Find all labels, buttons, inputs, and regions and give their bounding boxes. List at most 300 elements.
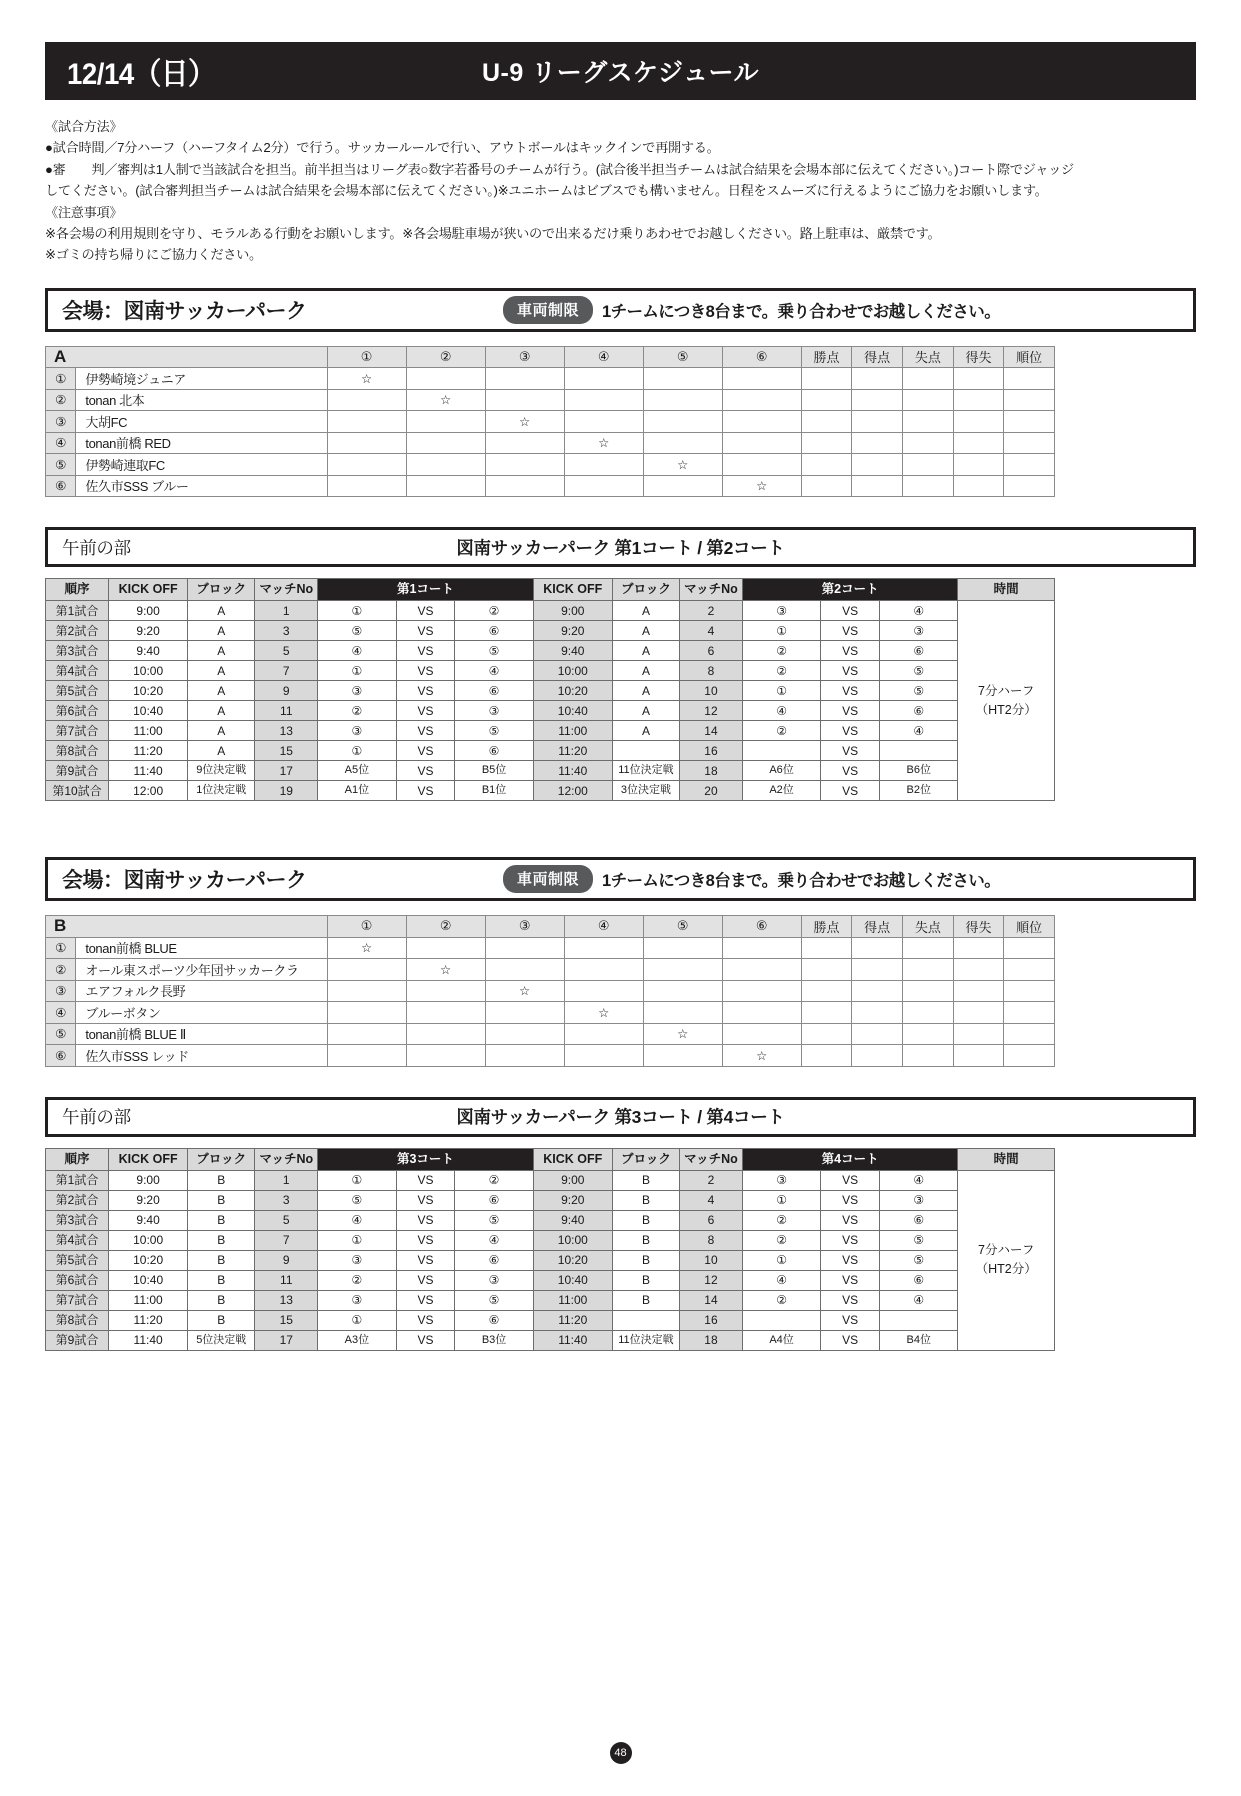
vs-label-court-1: VS [396,661,455,681]
match-method-line-3: してください。(試合審判担当チームは試合結果を会場本部に伝えてください。)※ユニホームはビブスでも構いません。日程をスムーズに行えるようにご協力をお願いします。 [45,183,1048,199]
home-team-court-1: A3位 [318,1330,396,1350]
stat-cell[interactable] [1004,1045,1055,1067]
match-no-court-1: 1 [255,1170,318,1190]
standings-row-number: ③ [46,980,76,1002]
vs-label-court-1: VS [396,1170,455,1190]
match-no-court-2: 10 [679,1250,742,1270]
col-kickoff-2: KICK OFF [533,1148,612,1170]
block-court-2: B [612,1270,679,1290]
standings-team-name: tonan 北本 [76,389,327,411]
opponent-header: ② [406,346,485,368]
col-match-no-1: マッチNo [255,1148,318,1170]
result-cell[interactable] [643,959,722,981]
vs-label-court-2: VS [821,761,880,781]
stat-cell[interactable] [1004,937,1055,959]
vs-label-court-1: VS [396,761,455,781]
result-cell[interactable] [485,937,564,959]
stat-cell[interactable] [903,1023,954,1045]
stat-cell[interactable] [801,454,852,476]
self-cell-star-icon[interactable]: ☆ [406,389,485,411]
vs-label-court-2: VS [821,681,880,701]
away-team-court-2: ③ [880,621,958,641]
col-block-2: ブロック [612,1148,679,1170]
result-cell[interactable] [643,1045,722,1067]
schedule-row [46,641,1055,661]
result-cell[interactable] [485,454,564,476]
result-cell[interactable] [722,368,801,390]
schedule-row [46,601,1055,621]
result-cell[interactable] [564,959,643,981]
match-order: 第7試合 [46,1290,109,1310]
match-order: 第8試合 [46,741,109,761]
stat-cell[interactable] [903,432,954,454]
page-title: U-9 リーグスケジュール [482,59,759,87]
block-court-1: 5位決定戦 [188,1330,255,1350]
kickoff-time-court-2: 9:40 [533,641,612,661]
result-cell[interactable] [327,475,406,497]
result-cell[interactable] [564,411,643,433]
stat-cell[interactable] [1004,475,1055,497]
stat-header-points: 勝点 [801,916,852,938]
schedule-header-row-b [46,1148,1055,1170]
stat-cell[interactable] [903,1045,954,1067]
vs-label-court-2: VS [821,1290,880,1310]
kickoff-time-court-1: 11:00 [108,721,187,741]
block-court-1: B [188,1250,255,1270]
stat-header-goal-diff: 得失 [953,916,1004,938]
stat-cell[interactable] [1004,432,1055,454]
away-team-court-2: ⑤ [880,681,958,701]
vs-label-court-1: VS [396,781,455,801]
stat-cell[interactable] [953,389,1004,411]
home-team-court-2: ② [742,1230,820,1250]
block-court-1: A [188,641,255,661]
page-title-bar [45,42,1196,100]
match-no-court-2: 20 [679,781,742,801]
col-kickoff-1: KICK OFF [108,1148,187,1170]
result-cell[interactable] [327,432,406,454]
kickoff-time-court-1: 11:40 [108,761,187,781]
stat-cell[interactable] [903,411,954,433]
stat-cell[interactable] [852,1023,903,1045]
vehicle-restriction-badge-b: 車両制限 [503,865,593,893]
vs-label-court-2: VS [821,661,880,681]
away-team-court-1: ② [455,601,533,621]
section-banner-b [45,1097,1196,1137]
standings-row-number: ⑤ [46,1023,76,1045]
stat-cell[interactable] [953,1002,1004,1024]
home-team-court-2: ④ [742,1270,820,1290]
stat-cell[interactable] [852,411,903,433]
schedule-row [46,1330,1055,1350]
stat-cell[interactable] [953,411,1004,433]
kickoff-time-court-2: 11:00 [533,721,612,741]
stat-cell[interactable] [801,1045,852,1067]
kickoff-time-court-2: 10:40 [533,1270,612,1290]
self-cell-star-icon[interactable]: ☆ [643,454,722,476]
away-team-court-1: ⑤ [455,1210,533,1230]
stat-cell[interactable] [852,432,903,454]
vs-label-court-2: VS [821,1170,880,1190]
home-team-court-1: ③ [318,1250,396,1270]
kickoff-time-court-2: 9:20 [533,1190,612,1210]
result-cell[interactable] [485,1002,564,1024]
match-order: 第10試合 [46,781,109,801]
stat-cell[interactable] [953,980,1004,1002]
result-cell[interactable] [643,1002,722,1024]
stat-cell[interactable] [801,959,852,981]
col-block-2: ブロック [612,579,679,601]
col-block-1: ブロック [188,1148,255,1170]
stat-header-goal-diff: 得失 [953,346,1004,368]
result-cell[interactable] [722,1023,801,1045]
match-no-court-2: 4 [679,1190,742,1210]
standings-row [46,1023,1055,1045]
stat-cell[interactable] [953,432,1004,454]
standings-row-number: ⑥ [46,1045,76,1067]
self-cell-star-icon[interactable]: ☆ [722,1045,801,1067]
kickoff-time-court-2: 9:20 [533,621,612,641]
away-team-court-1: ④ [455,1230,533,1250]
standings-row [46,937,1055,959]
standings-header-row-b [46,916,1055,938]
stat-header-rank: 順位 [1004,916,1055,938]
stat-cell[interactable] [953,1023,1004,1045]
result-cell[interactable] [722,937,801,959]
stat-cell[interactable] [953,1045,1004,1067]
vs-label-court-2: VS [821,741,880,761]
caution-heading: 《注意事項》 [45,204,123,220]
result-cell[interactable] [564,937,643,959]
match-no-court-1: 3 [255,1190,318,1210]
kickoff-time-court-1: 11:00 [108,1290,187,1310]
block-court-2: 3位決定戦 [612,781,679,801]
result-cell[interactable] [643,432,722,454]
block-court-2: 11位決定戦 [612,761,679,781]
home-team-court-1: ③ [318,1290,396,1310]
match-no-court-2: 10 [679,681,742,701]
home-team-court-2: ③ [742,1170,820,1190]
stat-cell[interactable] [852,389,903,411]
result-cell[interactable] [643,937,722,959]
result-cell[interactable] [406,1045,485,1067]
self-cell-star-icon[interactable]: ☆ [643,1023,722,1045]
stat-cell[interactable] [903,389,954,411]
match-order: 第3試合 [46,641,109,661]
standings-team-name: tonan前橋 BLUE [76,937,327,959]
home-team-court-1: ⑤ [318,621,396,641]
schedule-row [46,1250,1055,1270]
result-cell[interactable] [485,368,564,390]
standings-row-number: ① [46,368,76,390]
result-cell[interactable] [643,389,722,411]
stat-cell[interactable] [1004,959,1055,981]
stat-cell[interactable] [801,432,852,454]
away-team-court-1: ⑥ [455,681,533,701]
stat-cell[interactable] [852,980,903,1002]
away-team-court-1: B3位 [455,1330,533,1350]
result-cell[interactable] [643,980,722,1002]
schedule-row [46,701,1055,721]
home-team-court-2: ② [742,1290,820,1310]
stat-cell[interactable] [852,937,903,959]
stat-cell[interactable] [953,454,1004,476]
standings-row [46,411,1055,433]
result-cell[interactable] [327,1045,406,1067]
schedule-row [46,1310,1055,1330]
vs-label-court-2: VS [821,601,880,621]
block-court-2: B [612,1170,679,1190]
result-cell[interactable] [722,411,801,433]
result-cell[interactable] [406,454,485,476]
stat-cell[interactable] [903,937,954,959]
stat-cell[interactable] [1004,1023,1055,1045]
result-cell[interactable] [406,980,485,1002]
vs-label-court-1: VS [396,1310,455,1330]
stat-cell[interactable] [801,389,852,411]
schedule-row [46,621,1055,641]
result-cell[interactable] [643,475,722,497]
opponent-header: ⑥ [722,916,801,938]
schedule-row [46,761,1055,781]
result-cell[interactable] [722,980,801,1002]
away-team-court-1: ③ [455,701,533,721]
stat-cell[interactable] [801,368,852,390]
vs-label-court-1: VS [396,641,455,661]
schedule-row [46,1190,1055,1210]
standings-row-number: ① [46,937,76,959]
stat-cell[interactable] [1004,1002,1055,1024]
vs-label-court-1: VS [396,1210,455,1230]
away-team-court-1: ③ [455,1270,533,1290]
stat-cell[interactable] [1004,411,1055,433]
result-cell[interactable] [643,368,722,390]
result-cell[interactable] [564,454,643,476]
result-cell[interactable] [564,389,643,411]
kickoff-time-court-1: 10:20 [108,1250,187,1270]
vs-label-court-1: VS [396,1290,455,1310]
match-method-line-2: ●審 判／審判は1人制で当該試合を担当。前半担当はリーグ表○数字若番号のチームが行う。(試合後半担当チームは試合結果を会場本部に伝えてください。)コート際でジャッジ [45,161,1074,177]
block-court-2 [612,741,679,761]
result-cell[interactable] [564,1023,643,1045]
result-cell[interactable] [327,1002,406,1024]
caution-line-1: ※各会場の利用規則を守り、モラルある行動をお願いします。※各会場駐車場が狭いので出来るだけ乗りあわせでお越しください。路上駐車は、厳禁です。 [45,225,941,241]
vs-label-court-2: VS [821,1190,880,1210]
stat-cell[interactable] [801,411,852,433]
result-cell[interactable] [327,959,406,981]
away-team-court-2: B4位 [880,1330,958,1350]
standings-row [46,959,1055,981]
home-team-court-1: ④ [318,641,396,661]
standings-row [46,1045,1055,1067]
away-team-court-2: ④ [880,721,958,741]
block-court-1: B [188,1310,255,1330]
kickoff-time-court-1: 10:40 [108,701,187,721]
match-no-court-1: 13 [255,721,318,741]
vs-label-court-2: VS [821,1250,880,1270]
result-cell[interactable] [406,1002,485,1024]
stat-cell[interactable] [852,1045,903,1067]
kickoff-time-court-1: 10:20 [108,681,187,701]
result-cell[interactable] [564,475,643,497]
result-cell[interactable] [564,980,643,1002]
stat-cell[interactable] [801,980,852,1002]
result-cell[interactable] [564,368,643,390]
vs-label-court-2: VS [821,721,880,741]
result-cell[interactable] [722,959,801,981]
block-court-2: B [612,1290,679,1310]
match-no-court-1: 11 [255,701,318,721]
stat-cell[interactable] [1004,980,1055,1002]
result-cell[interactable] [485,1045,564,1067]
venue-restriction-a [503,296,1000,324]
result-cell[interactable] [564,1045,643,1067]
away-team-court-1: ⑤ [455,721,533,741]
match-no-court-2: 8 [679,661,742,681]
result-cell[interactable] [327,389,406,411]
col-court-1: 第1コート [318,579,533,601]
venue-name-b: 会場：図南サッカーパーク [62,869,307,893]
kickoff-time-court-2: 11:00 [533,1290,612,1310]
result-cell[interactable] [406,368,485,390]
match-duration: 7分ハーフ （HT2分） [958,1170,1055,1350]
result-cell[interactable] [327,1023,406,1045]
stat-cell[interactable] [953,937,1004,959]
match-no-court-2: 12 [679,701,742,721]
stat-cell[interactable] [1004,454,1055,476]
stat-cell[interactable] [903,454,954,476]
section-banner-a [45,527,1196,567]
opponent-header: ① [327,916,406,938]
standings-body-a [46,368,1055,497]
self-cell-star-icon[interactable]: ☆ [406,959,485,981]
stat-header-goals-for: 得点 [852,916,903,938]
home-team-court-2: A2位 [742,781,820,801]
result-cell[interactable] [485,475,564,497]
away-team-court-1: ④ [455,661,533,681]
result-cell[interactable] [722,389,801,411]
result-cell[interactable] [406,411,485,433]
self-cell-star-icon[interactable]: ☆ [327,368,406,390]
result-cell[interactable] [327,454,406,476]
result-cell[interactable] [406,937,485,959]
stat-cell[interactable] [801,937,852,959]
away-team-court-2: ⑤ [880,661,958,681]
result-cell[interactable] [485,432,564,454]
standings-team-name: オール東スポーツ少年団サッカークラ [76,959,327,981]
col-kickoff-1: KICK OFF [108,579,187,601]
result-cell[interactable] [327,411,406,433]
standings-row-number: ④ [46,432,76,454]
result-cell[interactable] [643,411,722,433]
away-team-court-1: ⑤ [455,1290,533,1310]
self-cell-star-icon[interactable]: ☆ [564,432,643,454]
stat-cell[interactable] [801,475,852,497]
match-no-court-1: 3 [255,621,318,641]
schedule-row [46,721,1055,741]
match-no-court-2: 16 [679,1310,742,1330]
col-court-3: 第3コート [318,1148,533,1170]
home-team-court-1: ① [318,1230,396,1250]
away-team-court-1: ⑥ [455,1190,533,1210]
home-team-court-2: A6位 [742,761,820,781]
kickoff-time-court-1: 9:00 [108,1170,187,1190]
opponent-header: ⑥ [722,346,801,368]
stat-cell[interactable] [852,368,903,390]
vs-label-court-1: VS [396,1270,455,1290]
standings-table-b [45,915,1055,1067]
standings-body-b [46,937,1055,1066]
self-cell-star-icon[interactable]: ☆ [485,411,564,433]
standings-row-number: ② [46,959,76,981]
self-cell-star-icon[interactable]: ☆ [722,475,801,497]
self-cell-star-icon[interactable]: ☆ [564,1002,643,1024]
result-cell[interactable] [406,475,485,497]
result-cell[interactable] [722,454,801,476]
result-cell[interactable] [722,432,801,454]
schedule-row [46,741,1055,761]
stat-cell[interactable] [852,1002,903,1024]
vs-label-court-1: VS [396,621,455,641]
stat-cell[interactable] [801,1002,852,1024]
stat-cell[interactable] [852,475,903,497]
schedule-row [46,681,1055,701]
stat-cell[interactable] [903,1002,954,1024]
kickoff-time-court-2: 11:20 [533,741,612,761]
home-team-court-2: ② [742,721,820,741]
result-cell[interactable] [327,980,406,1002]
match-no-court-2: 14 [679,1290,742,1310]
standings-row-number: ⑥ [46,475,76,497]
result-cell[interactable] [485,959,564,981]
self-cell-star-icon[interactable]: ☆ [485,980,564,1002]
home-team-court-1: ① [318,1170,396,1190]
stat-cell[interactable] [852,454,903,476]
col-match-no-1: マッチNo [255,579,318,601]
stat-cell[interactable] [953,959,1004,981]
opponent-header: ⑤ [643,916,722,938]
col-match-no-2: マッチNo [679,1148,742,1170]
home-team-court-2: ② [742,1210,820,1230]
result-cell[interactable] [485,1023,564,1045]
result-cell[interactable] [406,432,485,454]
stat-cell[interactable] [852,959,903,981]
kickoff-time-court-2: 10:20 [533,1250,612,1270]
result-cell[interactable] [485,389,564,411]
stat-cell[interactable] [903,475,954,497]
kickoff-time-court-1: 9:00 [108,601,187,621]
stat-cell[interactable] [1004,389,1055,411]
block-court-1: B [188,1190,255,1210]
stat-cell[interactable] [801,1023,852,1045]
stat-cell[interactable] [953,475,1004,497]
stat-cell[interactable] [953,368,1004,390]
stat-cell[interactable] [903,959,954,981]
self-cell-star-icon[interactable]: ☆ [327,937,406,959]
kickoff-time-court-1: 12:00 [108,781,187,801]
result-cell[interactable] [722,1002,801,1024]
venue-name-a: 会場：図南サッカーパーク [62,299,307,323]
kickoff-time-court-2: 9:00 [533,601,612,621]
schedule-row [46,661,1055,681]
home-team-court-1: ① [318,661,396,681]
stat-cell[interactable] [903,980,954,1002]
schedule-table-b [45,1148,1055,1351]
home-team-court-2: ① [742,621,820,641]
stat-cell[interactable] [903,368,954,390]
stat-cell[interactable] [1004,368,1055,390]
result-cell[interactable] [406,1023,485,1045]
